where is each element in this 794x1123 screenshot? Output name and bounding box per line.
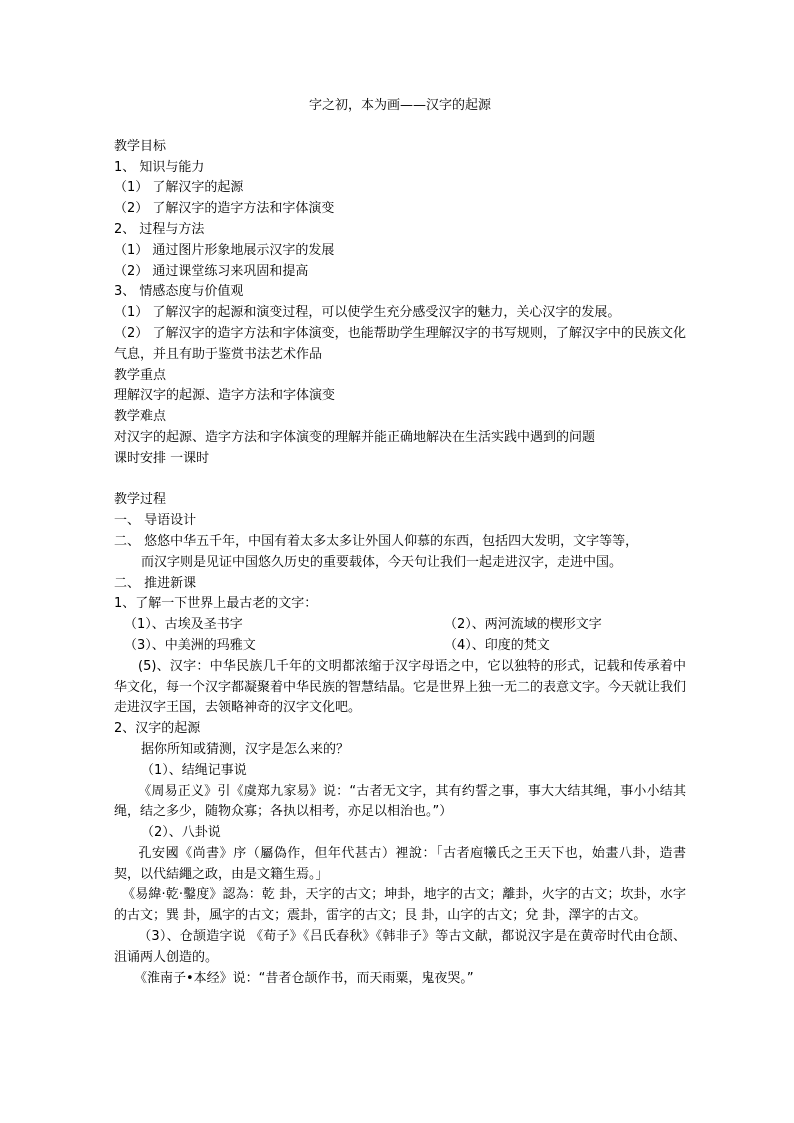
process-step-continuation: 而汉字则是见证中国悠久历史的重要载体，今天句让我们一起走进汉字，走进中国。 [141, 554, 623, 570]
script-item: （2）、两河流域的楔形文字 [444, 617, 602, 633]
section-origin: 2、汉字的起源 [114, 721, 201, 737]
heading-difficulties: 教学难点 [114, 409, 167, 425]
difficulties-text: 对汉字的起源、造字方法和字体演变的理解并能正确地解决在生活实践中遇到的问题 [114, 429, 596, 445]
goal-process-method: 2、 过程与方法 [114, 221, 205, 237]
theory-quote: 《易緯·乾·鑿度》認為：乾 卦，天字的古文；坤卦，地字的古文；離卦，火字的古文；坎卦，水字的古文；巽 卦，風字的古文；震卦，雷字的古文；艮 卦，山字的古文；兌 卦，澤字的古文。 [114, 887, 686, 924]
theory-paragraph: （3）、仓颉造字说 《荀子》《吕氏春秋》《韩非子》等古文献，都说汉字是在黄帝时代由仓颉、沮诵两人创造的。 [114, 929, 686, 965]
heading-key-points: 教学重点 [114, 367, 167, 383]
script-item: （1）、古埃及圣书字 [124, 617, 243, 633]
goal-knowledge-ability: 1、 知识与能力 [114, 159, 205, 175]
theory-quote: 《淮南子•本经》说：“昔者仓颉作书，而天雨粟，鬼夜哭。” [134, 970, 474, 986]
key-points-text: 理解汉字的起源、造字方法和字体演变 [114, 388, 336, 404]
document-page [114, 96, 686, 989]
heading-teaching-goals: 教学目标 [114, 138, 167, 154]
goal-item: （1） 通过图片形象地展示汉字的发展 [114, 242, 335, 258]
class-schedule: 课时安排 一课时 [114, 450, 210, 466]
goal-item: （2） 了解汉字的造字方法和字体演变 [114, 201, 335, 217]
goal-item: （1） 了解汉字的起源和演变过程，可以使学生充分感受汉字的魅力，关心汉字的发展。 [114, 305, 621, 321]
script-item: （4）、印度的梵文 [444, 637, 550, 653]
question-text: 据你所知或猜测，汉字是怎么来的？ [141, 741, 350, 757]
theory-quote: 《周易正义》引《虞郑九家易》说：“古者无文字，其有约誓之事，事大大结其绳，事小小结其绳，结之多少，随物众寡；各执以相考，亦足以相治也。”） [114, 783, 686, 820]
process-step: 二、 推进新课 [114, 575, 197, 591]
goal-item: （2） 了解汉字的造字方法和字体演变，也能帮助学生理解汉字的书写规则，了解汉字中的民族文化气息，并且有助于鉴赏书法艺术作品 [114, 325, 686, 362]
process-step: 二、 悠悠中华五千年，中国有着太多太多让外国人仰慕的东西，包括四大发明，文字等等， [114, 533, 639, 549]
script-list-row [114, 615, 686, 636]
blank-line [114, 470, 686, 491]
theory-quote: 孔安國《尚書》序（屬偽作，但年代甚古）裡說：「古者庖犧氏之王天下也，始畫八卦，造書契，以代結繩之政，由是文籍生焉。」 [114, 845, 686, 882]
section-oldest-scripts: 1、了解一下世界上最古老的文字： [114, 596, 318, 612]
goal-emotion-values: 3、 情感态度与价值观 [114, 284, 244, 300]
process-step: 一、 导语设计 [114, 513, 197, 529]
theory-heading: （2）、八卦说 [141, 825, 221, 841]
script-list-row [114, 636, 686, 657]
script-item: （3）、中美洲的玛雅文 [124, 637, 256, 653]
document-title: 字之初，本为画——汉字的起源 [308, 98, 491, 113]
goal-item: （2） 通过课堂练习来巩固和提高 [114, 263, 309, 279]
theory-heading: （1）、结绳记事说 [141, 762, 247, 778]
goal-item: （1） 了解汉字的起源 [114, 180, 244, 196]
heading-teaching-process: 教学过程 [114, 492, 167, 508]
paragraph-chinese-characters: (5)、汉字：中华民族几千年的文明都浓缩于汉字母语之中，它以独特的形式，记载和传承着中华文化，每一个汉字都凝聚着中华民族的智慧结晶。它是世界上独一无二的表意文字。今天就让我们走进汉字王国，去领略神奇的汉字文化吧。 [114, 658, 687, 716]
